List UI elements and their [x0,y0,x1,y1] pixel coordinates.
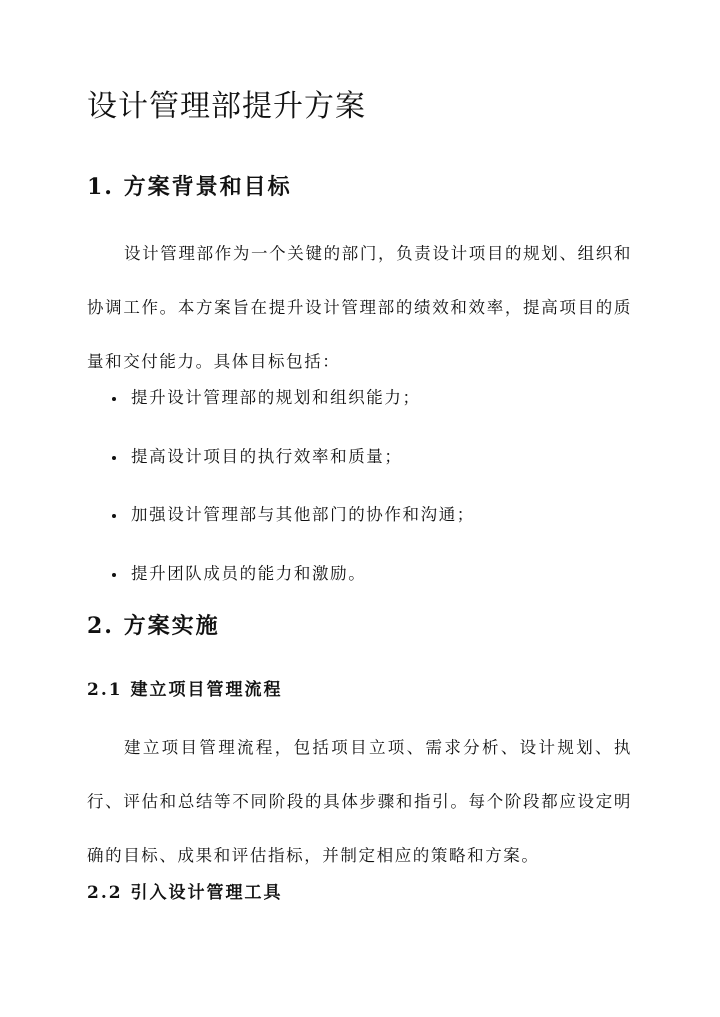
document-title: 设计管理部提升方案 [87,89,366,124]
list-item-text: 提升团队成员的能力和激励。 [131,563,367,583]
list-item-text: 提高设计项目的执行效率和质量； [131,446,403,466]
section-paragraph-background: 设计管理部作为一个关键的部门，负责设计项目的规划、组织和协调工作。本方案旨在提升设计管理部的绩效和效率，提高项目的质量和交付能力。具体目标包括： [87,244,632,371]
list-item-text: 提升设计管理部的规划和组织能力； [131,388,421,407]
subsection-paragraph-project-process: 建立项目管理流程，包括项目立项、需求分析、设计规划、执行、评估和总结等不同阶段的具体步骤和指引。每个阶段都应设定明确的目标、成果和评估指标，并制定相应的策略和方案。 [87,738,632,865]
bullet-icon [112,573,116,577]
goals-list [87,376,632,610]
list-item-text: 加强设计管理部与其他部门的协作和沟通； [131,505,475,524]
list-item [87,493,632,552]
bullet-icon [112,514,116,518]
subsection-heading-project-process: 2.1 建立项目管理流程 [87,680,283,700]
subsection-heading-design-tools: 2.2 引入设计管理工具 [87,883,283,903]
section-heading-implementation: 2. 方案实施 [87,613,220,639]
section-heading-background-goals: 1. 方案背景和目标 [87,174,292,200]
list-item [87,552,632,611]
list-item [87,435,632,494]
bullet-icon [112,456,116,460]
bullet-icon [112,397,116,401]
list-item [87,376,632,435]
